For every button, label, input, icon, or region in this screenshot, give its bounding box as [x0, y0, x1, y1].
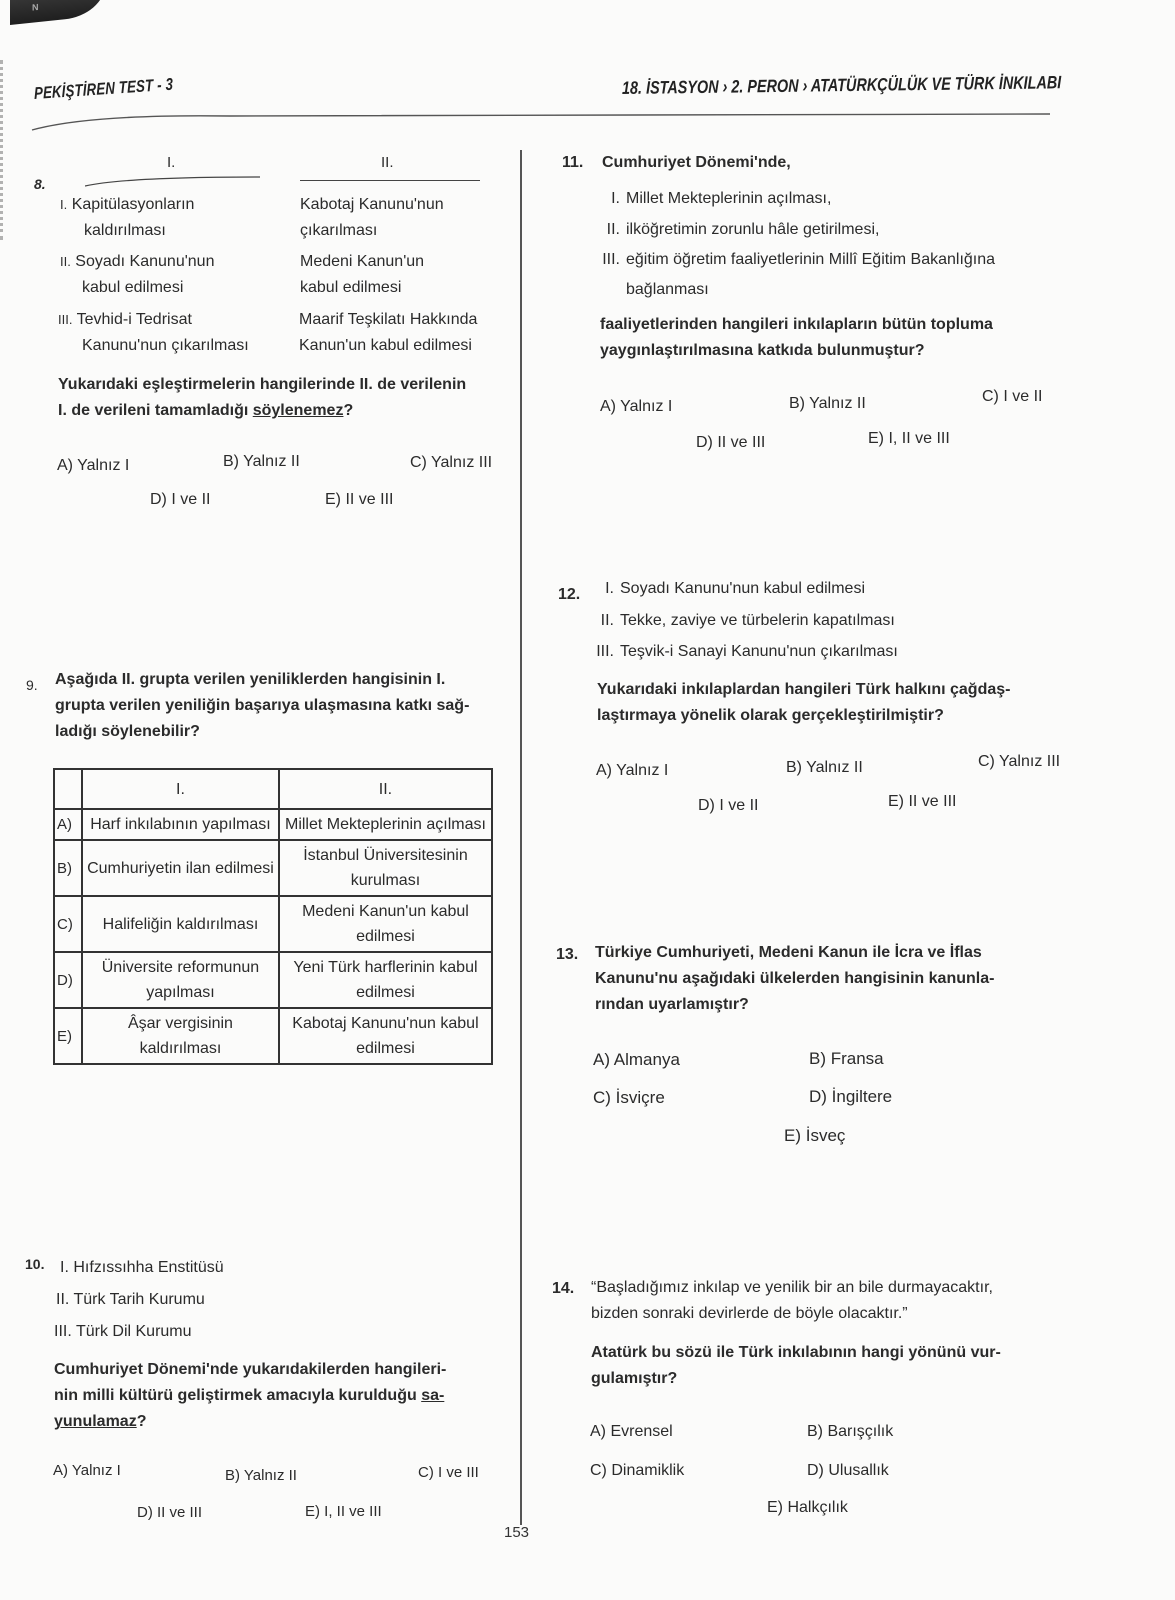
q10-option-c[interactable]: C) I ve III — [418, 1464, 479, 1481]
q8-col-II-header: II. — [381, 154, 394, 171]
question-11-number: 11. — [562, 154, 584, 171]
q12-stem: Yukarıdaki inkılaplardan hangileri Türk halkını çağdaş- laştırmaya yönelik olarak gerçekleştirilmiştir? — [597, 681, 1011, 724]
q8-col-I-header: I. — [167, 154, 176, 171]
q13-option-e[interactable]: E) İsveç — [784, 1126, 846, 1145]
q12-item-1: I. Soyadı Kanunu'nun kabul edilmesi — [605, 580, 865, 597]
page-number: 153 — [504, 1524, 530, 1541]
q9-row-b-I: Cumhuriyetin ilan edilmesi — [82, 840, 279, 896]
q11-option-b[interactable]: B) Yalnız II — [789, 395, 866, 412]
q9-option-a-label[interactable]: A) — [54, 809, 82, 840]
q8-option-b[interactable]: B) Yalnız II — [223, 453, 300, 470]
q14-stem: Atatürk bu sözü ile Türk inkılabının hangi yönünü vur- gulamıştır? — [591, 1344, 1001, 1387]
q8-option-e[interactable]: E) II ve III — [325, 491, 394, 508]
q10-option-b[interactable]: B) Yalnız II — [225, 1467, 297, 1484]
q9-matching-table — [53, 768, 493, 1065]
q12-option-e[interactable]: E) II ve III — [888, 793, 957, 810]
q14-option-d[interactable]: D) Ulusallık — [807, 1462, 889, 1479]
column-divider — [520, 150, 522, 1525]
q8-row-1-right: Kabotaj Kanunu'nun çıkarılması — [300, 196, 444, 239]
q9-table-corner — [54, 769, 82, 809]
q8-row-3-right: Maarif Teşkilatı Hakkında Kanun'un kabul edilmesi — [299, 311, 478, 354]
q11-option-a[interactable]: A) Yalnız I — [600, 398, 673, 415]
header-rule — [30, 110, 1050, 132]
table-row[interactable] — [54, 896, 492, 952]
q14-option-b[interactable]: B) Barışçılık — [807, 1423, 894, 1440]
q9-option-d-label[interactable]: D) — [54, 952, 82, 1008]
q12-item-3: III. Teşvik-i Sanayi Kanunu'nun çıkarılması — [596, 643, 898, 660]
q8-col-I-rule — [85, 174, 260, 188]
q9-row-e-II: Kabotaj Kanunu'nun kabul edilmesi — [279, 1008, 492, 1064]
q9-row-c-II: Medeni Kanun'un kabul edilmesi — [279, 896, 492, 952]
q9-row-c-I: Halifeliğin kaldırılması — [82, 896, 279, 952]
q9-stem: Aşağıda II. grupta verilen yeniliklerden hangisinin I. grupta verilen yeniliğin başarıya ulaşmasına katkı sağ- ladığı söylenebilir? — [55, 671, 470, 740]
q9-table-header-row — [54, 769, 492, 809]
question-8-number: 8. — [34, 176, 46, 192]
q9-option-e-label[interactable]: E) — [54, 1008, 82, 1064]
table-row[interactable] — [54, 840, 492, 896]
q10-option-d[interactable]: D) II ve III — [137, 1504, 203, 1521]
q9-option-c-label[interactable]: C) — [54, 896, 82, 952]
q11-item-1: I. Millet Mekteplerinin açılması, — [611, 190, 832, 207]
test-title: PEKİŞTİREN TEST - 3 — [33, 74, 174, 103]
q11-item-3: III. eğitim öğretim faaliyetlerinin Millî Eğitim Bakanlığına — [602, 251, 996, 268]
q9-row-d-II: Yeni Türk harflerinin kabul edilmesi — [279, 952, 492, 1008]
table-row[interactable] — [54, 809, 492, 840]
corner-tab-decoration: N — [10, 0, 105, 25]
q8-row-1-left: I. Kapitülasyonların kaldırılması — [60, 196, 195, 239]
q8-row-3-left: III. Tevhid-i Tedrisat Kanunu'nun çıkarılması — [58, 311, 249, 354]
q8-option-c[interactable]: C) Yalnız III — [410, 454, 493, 471]
q8-stem: Yukarıdaki eşleştirmelerin hangilerinde II. de verilenin I. de verileni tamamladığı söylenemez? — [58, 376, 467, 419]
q13-stem: Türkiye Cumhuriyeti, Medeni Kanun ile İcra ve İflas Kanunu'nu aşağıdaki ülkelerden hangisinin kanunla- rından uyarlamıştır? — [595, 944, 995, 1013]
question-13-number: 13. — [556, 946, 579, 963]
q14-option-e[interactable]: E) Halkçılık — [767, 1499, 848, 1516]
table-row[interactable] — [54, 1008, 492, 1064]
q10-item-1: I. Hıfzıssıhha Enstitüsü — [60, 1259, 224, 1276]
q12-option-a[interactable]: A) Yalnız I — [596, 762, 669, 779]
q9-table-header-II: II. — [279, 769, 492, 809]
q11-option-d[interactable]: D) II ve III — [696, 434, 766, 451]
q9-option-b-label[interactable]: B) — [54, 840, 82, 896]
q11-item-3-cont: bağlanması — [626, 281, 709, 298]
breadcrumb: 18. İSTASYON › 2. PERON › ATATÜRKÇÜLÜK VE TÜRK İNKILABI — [621, 72, 1062, 98]
q9-table-header-I: I. — [82, 769, 279, 809]
q10-item-2: II. Türk Tarih Kurumu — [56, 1291, 205, 1308]
q12-option-d[interactable]: D) I ve II — [698, 797, 759, 814]
question-14-number: 14. — [552, 1280, 575, 1297]
q13-option-b[interactable]: B) Fransa — [809, 1049, 884, 1068]
q9-row-d-I: Üniversite reformunun yapılması — [82, 952, 279, 1008]
q11-intro: Cumhuriyet Dönemi'nde, — [602, 154, 791, 171]
question-9-number: 9. — [26, 677, 38, 693]
question-12-number: 12. — [558, 586, 581, 603]
q13-option-a[interactable]: A) Almanya — [593, 1050, 680, 1069]
q9-row-b-II: İstanbul Üniversitesinin kurulması — [279, 840, 492, 896]
q12-item-2: II. Tekke, zaviye ve türbelerin kapatılması — [600, 612, 895, 629]
q11-stem: faaliyetlerinden hangileri inkılapların bütün topluma yaygınlaştırılmasına katkıda bulunmuştur? — [600, 316, 993, 359]
q14-option-c[interactable]: C) Dinamiklik — [590, 1462, 685, 1479]
q10-stem: Cumhuriyet Dönemi'nde yukarıdakilerden hangileri- nin milli kültürü geliştirmek amacıyla kurulduğu sa- yunulamaz? — [54, 1361, 447, 1430]
q14-quote: “Başladığımız inkılap ve yenilik bir an bile durmayacaktır, bizden sonraki devirlerde de böyle olacaktır.” — [591, 1279, 993, 1322]
q8-row-2-left: II. Soyadı Kanunu'nun kabul edilmesi — [60, 253, 215, 296]
table-row[interactable] — [54, 952, 492, 1008]
q12-option-b[interactable]: B) Yalnız II — [786, 759, 863, 776]
q8-option-d[interactable]: D) I ve II — [150, 491, 211, 508]
q9-row-a-I: Harf inkılabının yapılması — [82, 809, 279, 840]
q8-col-II-rule — [300, 180, 480, 181]
q13-option-d[interactable]: D) İngiltere — [809, 1087, 893, 1106]
q8-option-a[interactable]: A) Yalnız I — [57, 457, 130, 474]
q14-option-a[interactable]: A) Evrensel — [590, 1423, 673, 1440]
question-10-number: 10. — [25, 1256, 45, 1272]
q9-row-e-I: Âşar vergisinin kaldırılması — [82, 1008, 279, 1064]
q11-option-c[interactable]: C) I ve II — [982, 388, 1043, 405]
q9-row-a-II: Millet Mekteplerinin açılması — [279, 809, 492, 840]
q8-row-2-right: Medeni Kanun'un kabul edilmesi — [300, 253, 425, 296]
q12-option-c[interactable]: C) Yalnız III — [978, 753, 1061, 770]
q13-option-c[interactable]: C) İsviçre — [593, 1088, 665, 1107]
q10-option-e[interactable]: E) I, II ve III — [305, 1503, 382, 1520]
q10-option-a[interactable]: A) Yalnız I — [53, 1462, 121, 1479]
margin-handwriting — [0, 60, 19, 240]
q11-item-2: II. ilköğretimin zorunlu hâle getirilmesi, — [606, 221, 880, 238]
q10-item-3: III. Türk Dil Kurumu — [54, 1323, 192, 1340]
q11-option-e[interactable]: E) I, II ve III — [868, 430, 950, 447]
